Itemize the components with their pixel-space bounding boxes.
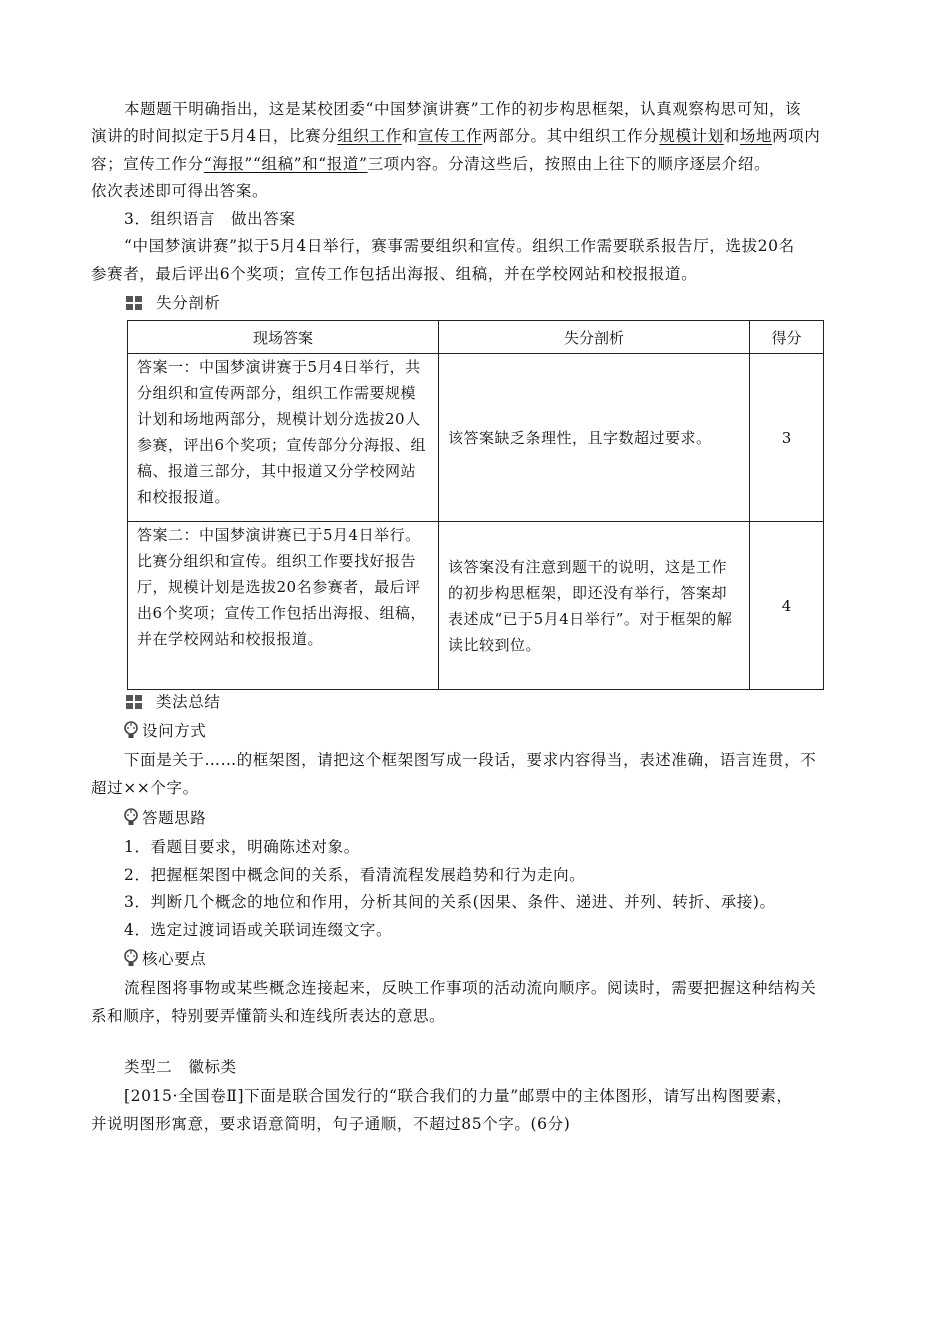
grid-square-icon [126, 695, 142, 709]
list-item: 1．看题目要求，明确陈述对象。 [124, 838, 360, 856]
underlined-term: 场地 [739, 127, 773, 145]
text-run: 演讲的时间拟定于5月4日，比赛分 [91, 127, 338, 145]
text-run: 三项内容。分清这些后，按照由上往下的顺序逐层介绍。 [367, 155, 771, 173]
text-run: 容；宣传工作分 [91, 155, 204, 173]
grid-square-icon [126, 296, 142, 310]
lightbulb-icon [122, 720, 140, 740]
column-header: 现场答案 [128, 321, 439, 354]
column-header: 失分剖析 [439, 321, 750, 354]
body-line: 下面是关于……的框架图，请把这个框架图写成一段话，要求内容得当，表述准确，语言连贯，不 [124, 751, 817, 769]
list-item: 4．选定过渡词语或关联词连缀文字。 [124, 921, 393, 939]
analysis-cell [439, 354, 750, 522]
subheading-idea [122, 807, 206, 829]
paragraph-line [91, 125, 820, 147]
answer-text: 答案一：中国梦演讲赛于5月4日举行，共分组织和宣传两部分，组织工作需要规模计划和场地两部分，规模计划分选拔20人参赛，评出6个奖项；宣传部分分海报、组稿、报道三部分，其中报道又分学校网站和校报报道。 [137, 358, 427, 506]
score-cell: 3 [750, 354, 824, 522]
list-item: 2．把握框架图中概念间的关系，看清流程发展趋势和行为走向。 [124, 866, 586, 884]
lightbulb-icon [122, 807, 140, 827]
table-row [128, 522, 824, 690]
type-heading: 类型二 徽标类 [124, 1058, 237, 1076]
question-line: 并说明图形寓意，要求语意简明，句子通顺，不超过85个字。(6分) [91, 1115, 571, 1133]
answer-line: “中国梦演讲赛”拟于5月4日举行，赛事需要组织和宣传。组织工作需要联系报告厅，选拔20名 [124, 237, 795, 255]
body-line: 系和顺序，特别要弄懂箭头和连线所表达的意思。 [91, 1007, 446, 1025]
body-line: 流程图将事物或某些概念连接起来，反映工作事项的活动流向顺序。阅读时，需要把握这种结构关 [124, 979, 817, 997]
text-run: 两部分。其中组织工作分 [482, 127, 660, 145]
text-run: 两项内 [772, 127, 821, 145]
table-header-row [128, 321, 824, 354]
analysis-text: 该答案没有注意到题干的说明，这是工作的初步构思框架，即还没有举行，答案却表述成“已于5月4日举行”。对于框架的解读比较到位。 [448, 557, 733, 654]
paragraph-line: 依次表述即可得出答案。 [91, 182, 269, 200]
subheading-core [122, 948, 206, 970]
loss-analysis-table [127, 320, 824, 690]
step-heading: 3．组织语言 做出答案 [124, 210, 296, 228]
answer-text: 答案二：中国梦演讲赛已于5月4日举行。比赛分组织和宣传。组织工作要找好报告厅，规模计划是选拔20名参赛者，最后评出6个奖项；宣传工作包括出海报、组稿，并在学校网站和校报报道。 [137, 526, 427, 648]
list-item: 3．判断几个概念的地位和作用，分析其间的关系(因果、条件、递进、并列、转折、承接)。 [124, 893, 776, 911]
column-header: 得分 [750, 321, 824, 354]
underlined-term: 规模计划 [659, 127, 724, 145]
subheading-title: 设问方式 [142, 722, 207, 740]
analysis-text: 该答案缺乏条理性，且字数超过要求。 [448, 428, 712, 447]
score-cell: 4 [750, 522, 824, 690]
underlined-term: 组织工作 [337, 127, 402, 145]
section-title: 类法总结 [156, 693, 221, 711]
paragraph-line: 本题题干明确指出，这是某校团委“中国梦演讲赛”工作的初步构思框架，认真观察构思可知，该 [124, 100, 802, 118]
underlined-term: 宣传工作 [417, 127, 483, 145]
answer-cell [128, 354, 439, 522]
subheading-title: 核心要点 [142, 950, 207, 968]
paragraph-line [91, 153, 770, 175]
text-run: 和 [723, 127, 740, 145]
body-line: 超过××个字。 [91, 779, 199, 797]
subheading-title: 答题思路 [142, 809, 207, 827]
table-row [128, 354, 824, 522]
underlined-term: “海报”“组稿”和“报道” [203, 155, 368, 173]
analysis-cell [439, 522, 750, 690]
question-line: [2015·全国卷Ⅱ]下面是联合国发行的“联合我们的力量”邮票中的主体图形，请写出构图要素， [124, 1087, 793, 1105]
section-title: 失分剖析 [156, 294, 221, 312]
subheading-ask [122, 720, 206, 742]
lightbulb-icon [122, 948, 140, 968]
answer-cell [128, 522, 439, 690]
answer-line: 参赛者，最后评出6个奖项；宣传工作包括出海报、组稿，并在学校网站和校报报道。 [91, 265, 698, 283]
section-heading-method [126, 691, 220, 713]
text-run: 和 [401, 127, 418, 145]
section-heading-loss [126, 292, 220, 314]
